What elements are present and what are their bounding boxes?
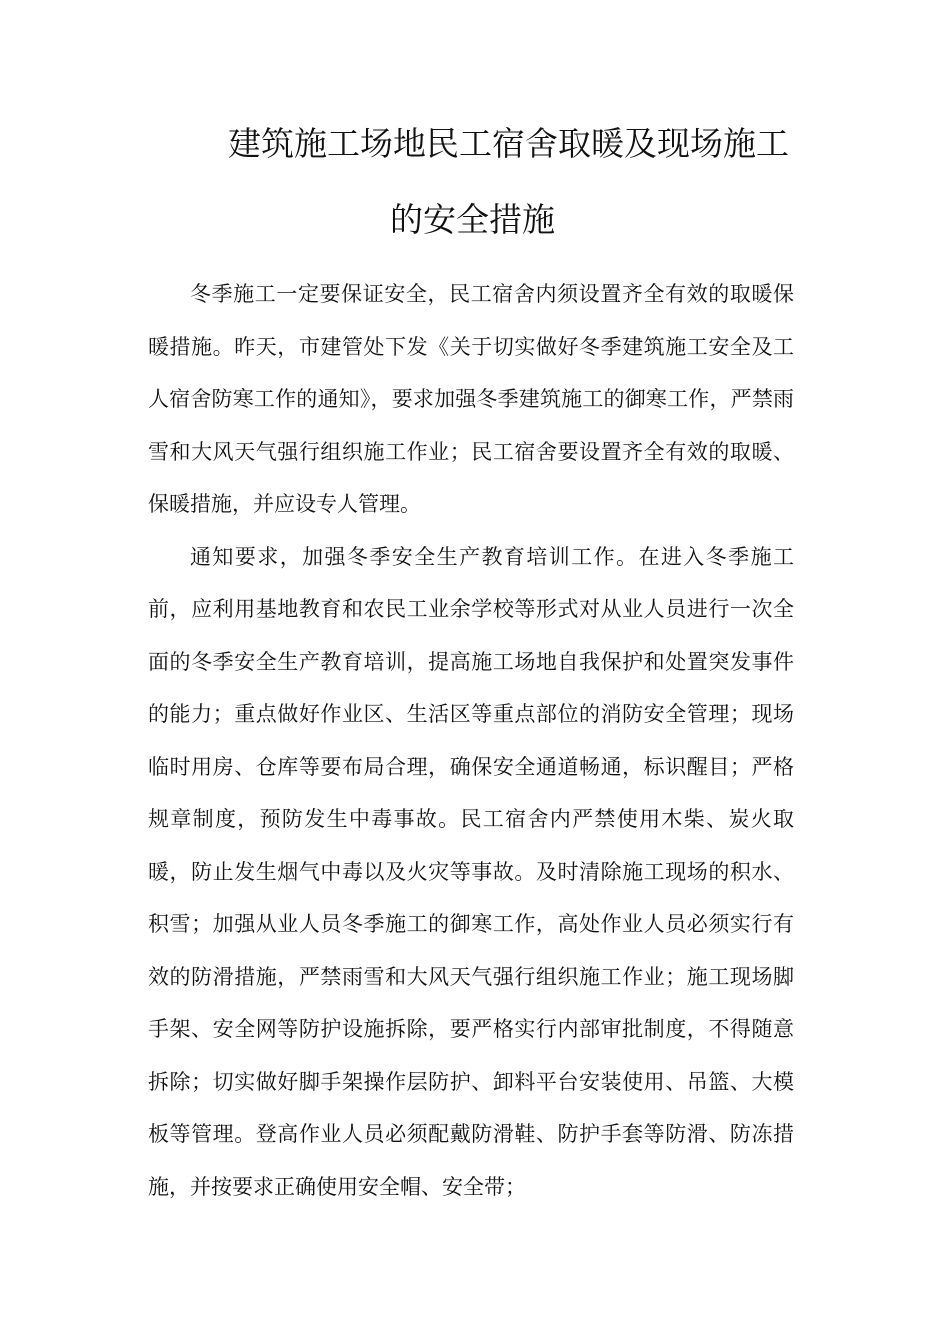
document-title-line-2: 的安全措施 <box>390 200 555 239</box>
body-paragraph-2: 通知要求，加强冬季安全生产教育培训工作。在进入冬季施工前，应利用基地教育和农民工业余学校等形式对从业人员进行一次全面的冬季安全生产教育培训，提高施工场地自我保护和处置突发事件的能力；重点做好作业区、生活区等重点部位的消防安全管理；现场临时用房、仓库等要布局合理，确保安全通道畅通，标识醒目；严格规章制度，预防发生中毒事故。民工宿舍内严禁使用木柴、炭火取暖，防止发生烟气中毒以及火灾等事故。及时清除施工现场的积水、积雪；加强从业人员冬季施工的御寒工作，高处作业人员必须实行有效的防滑措施，严禁雨雪和大风天气强行组织施工作业；施工现场脚手架、安全网等防护设施拆除，要严格实行内部审批制度，不得随意拆除；切实做好脚手架操作层防护、卸料平台安装使用、吊篮、大模板等管理。登高作业人员必须配戴防滑鞋、防护手套等防滑、防冻措施，并按要求正确使用安全帽、安全带； <box>148 544 794 1199</box>
document-title-line-1: 建筑施工场地民工宿舍取暖及现场施工 <box>228 124 789 163</box>
body-paragraph-1: 冬季施工一定要保证安全，民工宿舍内须设置齐全有效的取暖保暖措施。昨天，市建管处下发《关于切实做好冬季建筑施工安全及工人宿舍防寒工作的通知》，要求加强冬季建筑施工的御寒工作，严禁雨雪和大风天气强行组织施工作业；民工宿舍要设置齐全有效的取暖、保暖措施，并应设专人管理。 <box>148 282 794 516</box>
document-body <box>148 268 794 1213</box>
